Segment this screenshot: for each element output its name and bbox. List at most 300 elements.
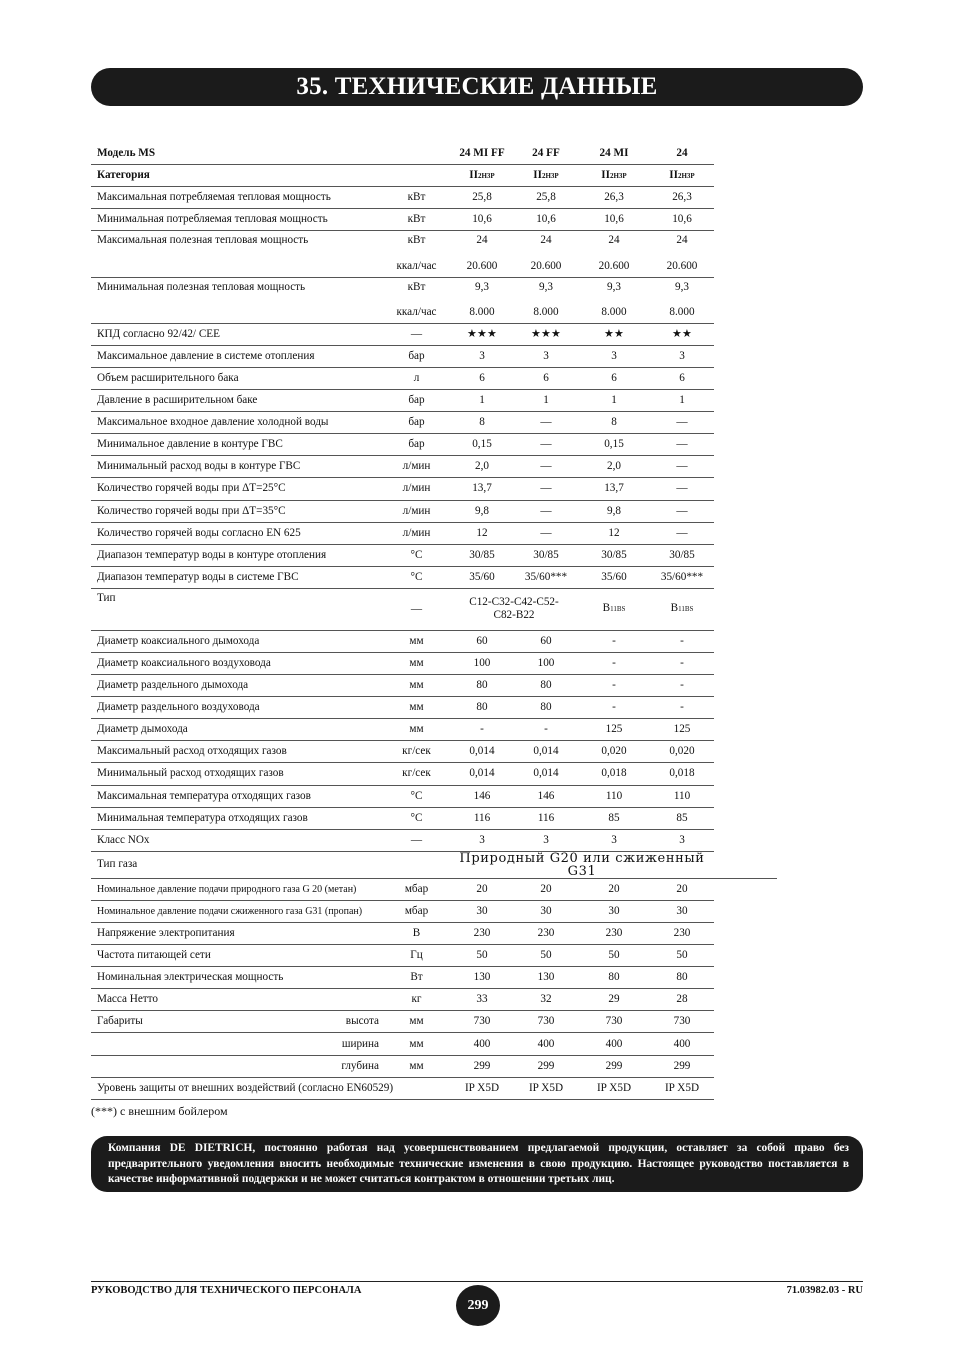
value-cell: ★★ — [578, 323, 650, 345]
value-cell: 3 — [578, 829, 650, 851]
parameter-label: Частота питающей сети — [91, 945, 383, 967]
unit-cell: мм — [383, 652, 450, 674]
category-cell — [450, 165, 514, 187]
value-cell: 30/85 — [514, 544, 578, 566]
value-cell: 400 — [514, 1033, 578, 1055]
value-cell: 400 — [450, 1033, 514, 1055]
parameter-label: Давление в расширительном баке — [91, 390, 383, 412]
parameter-label: Количество горячей воды при ΔT=25°C — [91, 478, 383, 500]
table-row — [91, 697, 777, 719]
value-cell: 10,6 — [578, 209, 650, 231]
disclaimer-notice: Компания DE DIETRICH, постоянно работая над усовершенствованием предлагаемой продукции, оставляет за собой право без предварительного уведомления вносить необходимые технические изменения в свою продукцию. Настоящее руководство поставляется в качестве информативной поддержки и не может считаться контрактом в отношении третьих лиц. — [91, 1136, 863, 1192]
unit-cell: кг/сек — [383, 763, 450, 785]
value-cell: 26,3 — [650, 187, 714, 209]
parameter-label: Диапазон температур воды в контуре отопления — [91, 544, 383, 566]
technical-data-table — [91, 143, 777, 1100]
unit-cell: мм — [383, 675, 450, 697]
flue-type-sub: 11BS — [678, 605, 694, 614]
unit-cell: мм — [383, 1011, 450, 1033]
value-cell: 80 — [450, 675, 514, 697]
table-row — [91, 302, 777, 324]
value-cell: 20.600 — [578, 255, 650, 277]
dimension-sub: высота — [345, 1015, 379, 1028]
value-cell: 3 — [650, 829, 714, 851]
value-cell: 299 — [514, 1055, 578, 1077]
value-cell: 10,6 — [514, 209, 578, 231]
value-cell: 100 — [450, 652, 514, 674]
value-cell: 8 — [578, 412, 650, 434]
dimension-label — [91, 1011, 383, 1033]
value-cell: 80 — [650, 967, 714, 989]
value-cell: 0,018 — [650, 763, 714, 785]
table-row — [91, 785, 777, 807]
parameter-label: Объем расширительного бака — [91, 367, 383, 389]
value-cell: 6 — [450, 367, 514, 389]
dimension-title: Габариты — [97, 1015, 143, 1028]
value-cell: 130 — [450, 967, 514, 989]
value-cell: 230 — [650, 923, 714, 945]
value-cell: — — [650, 500, 714, 522]
table-row — [91, 989, 777, 1011]
category-label: Категория — [91, 165, 450, 187]
footer-doc-code: 71.03982.03 - RU — [786, 1285, 863, 1296]
value-cell: 12 — [450, 522, 514, 544]
value-cell: 0,15 — [578, 434, 650, 456]
model-column-header: 24 — [650, 143, 714, 165]
parameter-label: Минимальная потребляемая тепловая мощность — [91, 209, 383, 231]
unit-cell: бар — [383, 434, 450, 456]
parameter-label: Минимальная температура отходящих газов — [91, 807, 383, 829]
value-cell: 9,8 — [578, 500, 650, 522]
value-cell: 30 — [514, 900, 578, 922]
empty-cell — [714, 851, 777, 878]
value-cell: 20 — [450, 878, 514, 900]
parameter-label: Максимальное входное давление холодной воды — [91, 412, 383, 434]
unit-cell: мм — [383, 630, 450, 652]
value-cell: 25,8 — [450, 187, 514, 209]
value-cell: 50 — [514, 945, 578, 967]
table-row — [91, 652, 777, 674]
unit-cell: °С — [383, 807, 450, 829]
value-cell: 1 — [450, 390, 514, 412]
value-cell: 1 — [650, 390, 714, 412]
unit-cell: Вт — [383, 967, 450, 989]
unit-cell: — — [383, 829, 450, 851]
value-cell: - — [650, 675, 714, 697]
value-cell: 230 — [578, 923, 650, 945]
value-cell: 9,3 — [475, 280, 489, 293]
value-cell: — — [650, 456, 714, 478]
value-cell: 50 — [650, 945, 714, 967]
table-row — [91, 967, 777, 989]
table-row — [91, 345, 777, 367]
unit-cell: кВт — [383, 209, 450, 231]
value-cell: - — [450, 719, 514, 741]
value-cell: - — [578, 675, 650, 697]
value-cell: 30/85 — [578, 544, 650, 566]
value-cell: — — [514, 456, 578, 478]
value-cell: 6 — [514, 367, 578, 389]
value-cell: 0,020 — [578, 741, 650, 763]
unit-cell: л/мин — [383, 478, 450, 500]
table-row — [91, 741, 777, 763]
parameter-label: Масса Нетто — [91, 989, 383, 1011]
parameter-label: Номинальное давление подачи природного газа G 20 (метан) — [91, 878, 383, 900]
table-row — [91, 829, 777, 851]
value-cell: 116 — [450, 807, 514, 829]
unit-cell: °С — [383, 566, 450, 588]
parameter-label: Диаметр раздельного дымохода — [91, 675, 383, 697]
footer-manual-title: РУКОВОДСТВО ДЛЯ ТЕХНИЧЕСКОГО ПЕРСОНАЛА — [91, 1285, 362, 1296]
unit-cell: л/мин — [383, 456, 450, 478]
flue-type-sub: 11BS — [610, 605, 626, 614]
table-row — [91, 456, 777, 478]
value-cell: 0,014 — [514, 741, 578, 763]
value-cell: 110 — [650, 785, 714, 807]
value-cell: 20 — [514, 878, 578, 900]
parameter-label: Максимальная полезная тепловая мощность — [97, 234, 309, 247]
parameter-label: Количество горячей воды согласно EN 625 — [91, 522, 383, 544]
value-cell: 30 — [578, 900, 650, 922]
dimension-sub: глубина — [341, 1059, 379, 1072]
value-cell: - — [578, 630, 650, 652]
value-cell: 146 — [450, 785, 514, 807]
unit-cell: бар — [383, 412, 450, 434]
value-cell: 3 — [450, 345, 514, 367]
table-row — [91, 719, 777, 741]
parameter-label: Максимальная температура отходящих газов — [91, 785, 383, 807]
value-cell: 0,014 — [514, 763, 578, 785]
parameter-label: Минимальное давление в контуре ГВС — [91, 434, 383, 456]
value-cell: ★★★ — [514, 323, 578, 345]
value-cell: 125 — [650, 719, 714, 741]
value-cell: IP X5D — [450, 1077, 514, 1099]
table-row — [91, 367, 777, 389]
value-cell: 24 — [608, 234, 620, 247]
category-main: II — [601, 168, 610, 181]
category-main: II — [533, 168, 542, 181]
value-cell: 400 — [650, 1033, 714, 1055]
page-title: 35. ТЕХНИЧЕСКИЕ ДАННЫЕ — [91, 68, 863, 106]
value-cell: 60 — [450, 630, 514, 652]
parameter-label: Тип — [91, 588, 383, 630]
value-cell: 30 — [450, 900, 514, 922]
value-cell: 13,7 — [450, 478, 514, 500]
value-cell: - — [578, 652, 650, 674]
unit-cell: мбар — [383, 900, 450, 922]
category-cell — [650, 165, 714, 187]
value-cell: 20.600 — [650, 255, 714, 277]
value-cell: 32 — [514, 989, 578, 1011]
parameter-label: Номинальное давление подачи сжиженного газа G31 (пропан) — [91, 900, 383, 922]
model-column-header: 24 MI — [578, 143, 650, 165]
value-cell: 299 — [650, 1055, 714, 1077]
value-cell: 230 — [450, 923, 514, 945]
table-row — [91, 412, 777, 434]
value-cell: 28 — [650, 989, 714, 1011]
category-sub: 2H3P — [677, 171, 695, 180]
value-cell: 24 — [476, 234, 488, 247]
value-cell: 80 — [514, 697, 578, 719]
category-sub: 2H3P — [541, 171, 559, 180]
value-cell: 35/60*** — [514, 566, 578, 588]
value-cell: 0,020 — [650, 741, 714, 763]
dimension-label — [91, 1033, 383, 1055]
value-cell: 20 — [578, 878, 650, 900]
unit-cell: В — [383, 923, 450, 945]
value-cell: 9,3 — [607, 280, 621, 293]
table-row — [91, 566, 777, 588]
unit-cell: мм — [383, 697, 450, 719]
value-cell: — — [650, 478, 714, 500]
value-cell: 20.600 — [450, 255, 514, 277]
flue-type-main: B — [602, 602, 611, 615]
table-row — [91, 209, 777, 231]
value-cell: 30/85 — [650, 544, 714, 566]
category-sub: 2H3P — [609, 171, 627, 180]
gas-type-value: Природный G20 или сжиженный G31 — [450, 851, 714, 878]
table-row — [91, 945, 777, 967]
table-row — [91, 878, 777, 900]
unit-cell: кг — [383, 989, 450, 1011]
value-cell: 85 — [650, 807, 714, 829]
parameter-label: Количество горячей воды при ΔT=35°C — [91, 500, 383, 522]
value-cell: IP X5D — [650, 1077, 714, 1099]
value-cell: 146 — [514, 785, 578, 807]
unit-cell: кг/сек — [383, 741, 450, 763]
value-cell: 299 — [578, 1055, 650, 1077]
parameter-label: Максимальное давление в системе отопления — [91, 345, 383, 367]
value-cell: 50 — [578, 945, 650, 967]
value-cell: 8.000 — [578, 302, 650, 324]
unit-cell: мм — [383, 1055, 450, 1077]
value-cell: 0,018 — [578, 763, 650, 785]
dimension-label — [91, 1055, 383, 1077]
value-cell: IP X5D — [514, 1077, 578, 1099]
value-cell: - — [578, 697, 650, 719]
category-main: II — [669, 168, 678, 181]
model-column-header: 24 MI FF — [450, 143, 514, 165]
parameter-label: Уровень защиты от внешних воздействий (согласно EN60529) — [91, 1077, 450, 1099]
value-cell: 8 — [450, 412, 514, 434]
footnote: (***) с внешним бойлером — [91, 1104, 228, 1118]
value-cell: 35/60 — [450, 566, 514, 588]
table-row — [91, 630, 777, 652]
value-cell: — — [650, 522, 714, 544]
unit-cell: л/мин — [383, 522, 450, 544]
unit-cell: ккал/час — [383, 302, 450, 324]
value-cell: 24 — [540, 234, 552, 247]
value-cell: 20.600 — [514, 255, 578, 277]
value-cell: IP X5D — [578, 1077, 650, 1099]
parameter-label: Тип газа — [91, 851, 383, 878]
table-row — [91, 1011, 777, 1033]
value-cell: - — [650, 652, 714, 674]
value-cell: 130 — [514, 967, 578, 989]
model-label: Модель MS — [91, 143, 450, 165]
value-cell: 6 — [578, 367, 650, 389]
value-cell: 230 — [514, 923, 578, 945]
value-cell: — — [650, 434, 714, 456]
value-cell: 9,3 — [675, 280, 689, 293]
table-row — [91, 323, 777, 345]
table-row — [91, 807, 777, 829]
value-cell: — — [514, 434, 578, 456]
value-cell: 9,8 — [450, 500, 514, 522]
table-row — [91, 900, 777, 922]
unit-cell: °С — [383, 785, 450, 807]
unit-cell: мм — [383, 1033, 450, 1055]
parameter-label: Напряжение электропитания — [91, 923, 383, 945]
value-cell: 110 — [578, 785, 650, 807]
value-cell: 8.000 — [450, 302, 514, 324]
value-cell: 2,0 — [450, 456, 514, 478]
table-row — [91, 1077, 777, 1099]
table-row — [91, 478, 777, 500]
unit-cell: Гц — [383, 945, 450, 967]
value-cell: - — [650, 630, 714, 652]
value-cell: — — [514, 478, 578, 500]
value-cell: 3 — [578, 345, 650, 367]
unit-cell: л/мин — [383, 500, 450, 522]
value-cell: 730 — [450, 1011, 514, 1033]
value-cell: 60 — [514, 630, 578, 652]
table-row — [91, 390, 777, 412]
value-cell: 730 — [578, 1011, 650, 1033]
page-number: 299 — [456, 1285, 500, 1326]
value-cell: 85 — [578, 807, 650, 829]
table-row — [91, 255, 777, 277]
value-cell: 3 — [650, 345, 714, 367]
table-row — [91, 763, 777, 785]
unit-cell: бар — [383, 345, 450, 367]
unit-cell: л — [383, 367, 450, 389]
value-cell: 116 — [514, 807, 578, 829]
value-cell: - — [650, 697, 714, 719]
value-cell: ★★ — [650, 323, 714, 345]
table-row — [91, 1055, 777, 1077]
value-cell: 33 — [450, 989, 514, 1011]
value-cell: 9,3 — [539, 280, 553, 293]
parameter-label: Диаметр дымохода — [91, 719, 383, 741]
table-row — [91, 851, 777, 878]
value-cell: 8.000 — [514, 302, 578, 324]
value-cell: 20 — [650, 878, 714, 900]
table-row — [91, 544, 777, 566]
table-row — [91, 522, 777, 544]
unit-cell: кВт — [407, 280, 426, 293]
model-column-header: 24 FF — [514, 143, 578, 165]
table-row — [91, 231, 777, 256]
value-cell: 8.000 — [650, 302, 714, 324]
value-cell: 29 — [578, 989, 650, 1011]
value-cell: 24 — [676, 234, 688, 247]
table-row — [91, 165, 777, 187]
table-row — [91, 1033, 777, 1055]
unit-cell — [383, 851, 450, 878]
footer-divider — [91, 1281, 863, 1282]
value-cell: 0,014 — [450, 763, 514, 785]
table-row — [91, 434, 777, 456]
category-cell — [514, 165, 578, 187]
parameter-label: Минимальный расход воды в контуре ГВС — [91, 456, 383, 478]
unit-cell: бар — [383, 390, 450, 412]
value-cell: 0,014 — [450, 741, 514, 763]
unit-cell: мм — [383, 719, 450, 741]
parameter-label: Диаметр раздельного воздуховода — [91, 697, 383, 719]
parameter-label — [91, 302, 383, 324]
value-cell: 30 — [650, 900, 714, 922]
value-cell: 10,6 — [650, 209, 714, 231]
value-cell: 50 — [450, 945, 514, 967]
value-cell: 12 — [578, 522, 650, 544]
table-row — [91, 277, 777, 302]
value-cell: 730 — [650, 1011, 714, 1033]
unit-cell: °С — [383, 544, 450, 566]
parameter-label — [91, 255, 383, 277]
value-cell: 35/60 — [578, 566, 650, 588]
table-row — [91, 143, 777, 165]
value-cell: 10,6 — [450, 209, 514, 231]
value-cell: 35/60*** — [650, 566, 714, 588]
value-cell: - — [514, 719, 578, 741]
value-cell: 13,7 — [578, 478, 650, 500]
value-cell: 0,15 — [450, 434, 514, 456]
value-cell: 730 — [514, 1011, 578, 1033]
dimension-sub: ширина — [341, 1037, 379, 1050]
flue-type-b — [578, 588, 650, 630]
parameter-label: Диапазон температур воды в системе ГВС — [91, 566, 383, 588]
value-cell: — — [650, 412, 714, 434]
table-row — [91, 923, 777, 945]
unit-cell: кВт — [383, 187, 450, 209]
parameter-label: Максимальный расход отходящих газов — [91, 741, 383, 763]
value-cell: 100 — [514, 652, 578, 674]
parameter-label: Номинальная электрическая мощность — [91, 967, 383, 989]
value-cell: 2,0 — [578, 456, 650, 478]
value-cell: — — [514, 500, 578, 522]
value-cell: — — [514, 412, 578, 434]
table-row — [91, 187, 777, 209]
value-cell: 3 — [450, 829, 514, 851]
unit-cell: — — [383, 323, 450, 345]
parameter-label: КПД согласно 92/42/ CEE — [91, 323, 383, 345]
value-cell: 125 — [578, 719, 650, 741]
parameter-label: Класс NOx — [91, 829, 383, 851]
table-row — [91, 588, 777, 630]
value-cell: 80 — [514, 675, 578, 697]
value-cell: 3 — [514, 345, 578, 367]
value-cell: 1 — [514, 390, 578, 412]
flue-type-main: B — [670, 602, 679, 615]
value-cell: 3 — [514, 829, 578, 851]
value-cell: 25,8 — [514, 187, 578, 209]
parameter-label: Минимальный расход отходящих газов — [91, 763, 383, 785]
unit-cell: кВт — [407, 234, 426, 247]
unit-cell: мбар — [383, 878, 450, 900]
value-cell: 26,3 — [578, 187, 650, 209]
value-cell: 80 — [450, 697, 514, 719]
category-main: II — [469, 168, 478, 181]
value-cell: 30/85 — [450, 544, 514, 566]
value-cell: 299 — [450, 1055, 514, 1077]
parameter-label: Максимальная потребляемая тепловая мощность — [91, 187, 383, 209]
table-row — [91, 675, 777, 697]
value-cell: 80 — [578, 967, 650, 989]
value-cell: — — [514, 522, 578, 544]
category-cell — [578, 165, 650, 187]
flue-type-b — [650, 588, 714, 630]
